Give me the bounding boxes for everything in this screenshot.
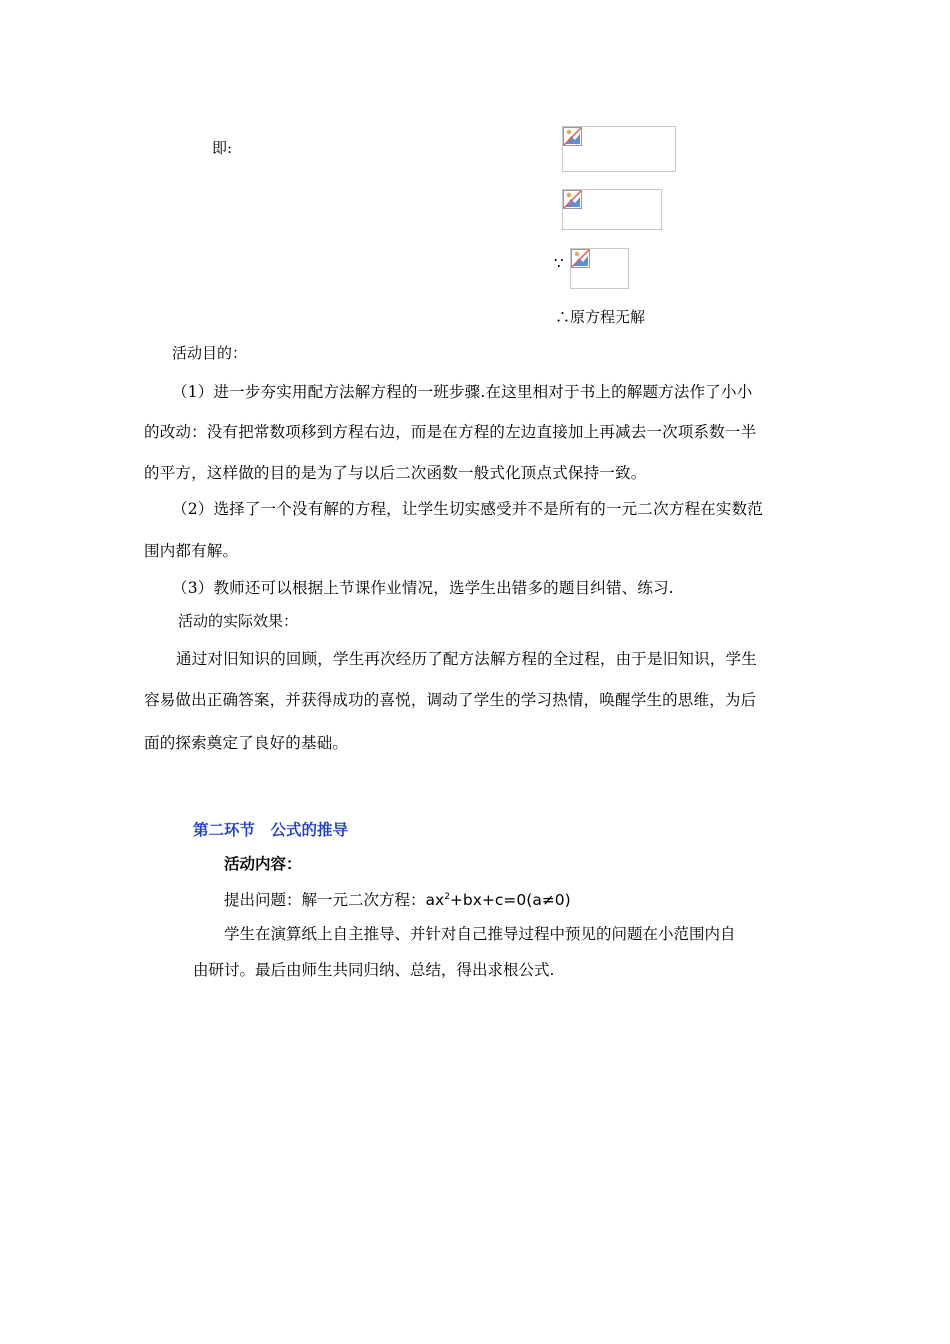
question-suffix: +bx+c=0(a≠0): [449, 891, 571, 909]
purpose-line: （1）进一步夯实用配方法解方程的一班步骤.在这里相对于书上的解题方法作了小小: [172, 383, 753, 401]
purpose-line: 的改动：没有把常数项移到方程右边，而是在方程的左边直接加上再减去一次项系数一半: [144, 423, 757, 441]
question-superscript: 2: [444, 891, 450, 902]
purpose-line: （3）教师还可以根据上节课作业情况，选学生出错多的题目纠错、练习.: [172, 579, 674, 597]
conclusion-text: ∴原方程无解: [555, 308, 646, 326]
label-ji: 即:: [212, 139, 233, 157]
question-prefix: 提出问题：解一元二次方程：ax: [224, 891, 445, 909]
section2-line: 学生在演算纸上自主推导、并针对自己推导过程中预见的问题在小范围内自: [224, 925, 736, 943]
broken-image-icon: [571, 249, 590, 268]
purpose-line: （2）选择了一个没有解的方程，让学生切实感受并不是所有的一元二次方程在实数范: [172, 500, 763, 518]
equation-image-2: [562, 189, 662, 230]
effect-line: 容易做出正确答案，并获得成功的喜悦，调动了学生的学习热情，唤醒学生的思维，为后: [144, 691, 757, 709]
effect-line: 通过对旧知识的回顾，学生再次经历了配方法解方程的全过程，由于是旧知识，学生: [176, 650, 757, 668]
broken-image-icon: [563, 190, 582, 209]
section2-content-heading: 活动内容：: [224, 855, 302, 873]
section2-title: 第二环节 公式的推导: [193, 821, 349, 839]
purpose-heading: 活动目的：: [172, 344, 248, 362]
purpose-line: 的平方，这样做的目的是为了与以后二次函数一般式化顶点式保持一致。: [144, 464, 647, 482]
equation-image-1: [562, 126, 676, 172]
equation-image-3: [570, 248, 629, 289]
broken-image-icon: [563, 127, 582, 146]
purpose-line: 围内都有解。: [144, 542, 239, 560]
section2-line: 由研讨。最后由师生共同归纳、总结，得出求根公式.: [193, 961, 555, 979]
effect-heading: 活动的实际效果：: [178, 612, 299, 630]
section2-question: [224, 888, 571, 910]
because-symbol: ∵: [554, 254, 564, 272]
effect-line: 面的探索奠定了良好的基础。: [144, 734, 349, 752]
